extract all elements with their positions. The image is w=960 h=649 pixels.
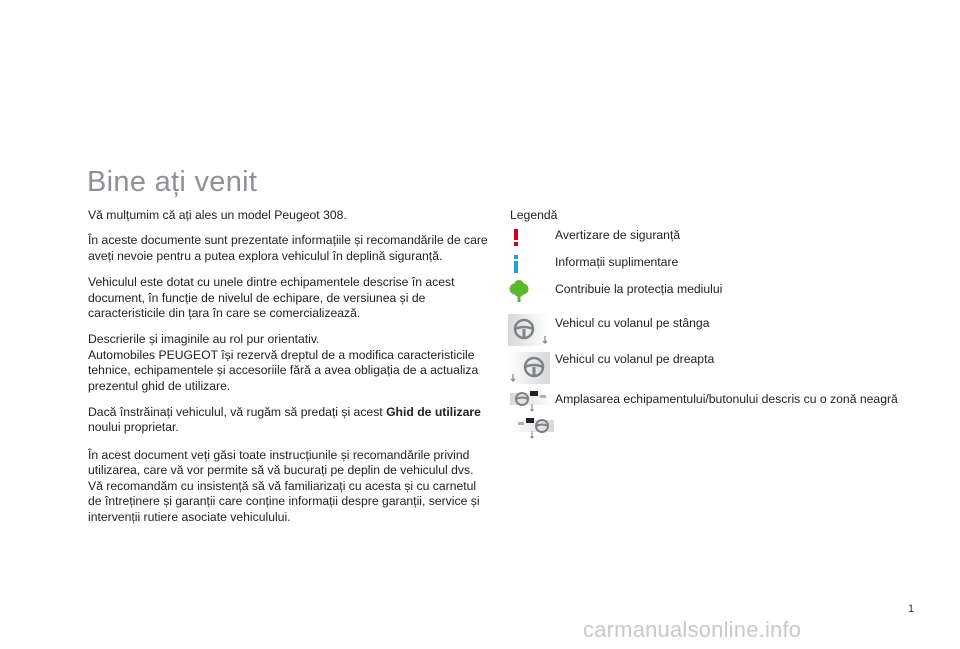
legend-title: Legendă (510, 208, 558, 222)
intro-p5-after: noului proprietar. (88, 420, 179, 435)
legend-label-info: Informații suplimentare (555, 255, 679, 269)
legend-label-right-hand-drive: Vehicul cu volanul pe dreapta (555, 352, 715, 366)
legend-label-warning: Avertizare de siguranță (555, 228, 681, 242)
intro-paragraph-3: Vehiculul este dotat cu unele dintre echipamentele descrise în acest document, în funcție de nivelul de echipare, de versiunea și de caracteristicile din țara în care se comercializează. (88, 275, 455, 321)
info-icon (510, 255, 522, 273)
intro-paragraph-6 (88, 448, 488, 525)
legend-label-environment: Contribuie la protecția mediului (555, 282, 723, 296)
intro-p5-before: Dacă înstrăinați vehiculul, vă rugăm să predați și acest (88, 405, 387, 420)
tree-icon (508, 280, 530, 302)
watermark: carmanualsonline.info (583, 617, 802, 642)
equipment-location-icon-rhd (510, 416, 554, 440)
page-number: 1 (908, 603, 915, 615)
intro-paragraph-5 (88, 405, 488, 436)
intro-paragraph-1: Vă mulțumim că ați ales un model Peugeot 308. (88, 208, 347, 222)
legend-label-left-hand-drive: Vehicul cu volanul pe stânga (555, 316, 710, 330)
intro-paragraph-2: În aceste documente sunt prezentate informațiile și recomandările de care aveți nevoie pentru a putea explora vehiculul în deplină siguranță. (88, 233, 488, 263)
intro-paragraph-6-line-1: În acest document veți găsi toate instrucțiunile și recomandările privind utilizarea, care vă vor permite să vă bucurați pe deplin de vehiculul dvs. (88, 447, 474, 478)
equipment-location-icon (510, 389, 554, 413)
intro-paragraph-4 (88, 332, 488, 394)
page-title: Bine ați venit (87, 166, 258, 198)
left-hand-drive-icon (508, 314, 550, 346)
warning-exclamation-icon (510, 228, 522, 246)
intro-paragraph-6-line-2: Vă recomandăm cu insistență să vă familiarizați cu acesta și cu carnetul de întreținere și garanții care conține informații despre garanții, service și intervenții rutiere asociate vehiculului. (88, 478, 480, 524)
right-hand-drive-icon (508, 352, 550, 384)
intro-text (88, 208, 488, 525)
intro-paragraph-4-line-2: Automobiles PEUGEOT își rezervă dreptul de a modifica caracteristicile tehnice, echipamentele și accesoriile fără a avea obligația de a actualiza prezentul ghid de utilizare. (88, 347, 479, 393)
intro-paragraph-4-line-1: Descrierile și imaginile au rol pur orientativ. (88, 332, 320, 347)
intro-p5-bold: Ghid de utilizare (386, 405, 481, 420)
legend-label-equipment-location: Amplasarea echipamentului/butonului descris cu o zonă neagră (555, 392, 898, 406)
